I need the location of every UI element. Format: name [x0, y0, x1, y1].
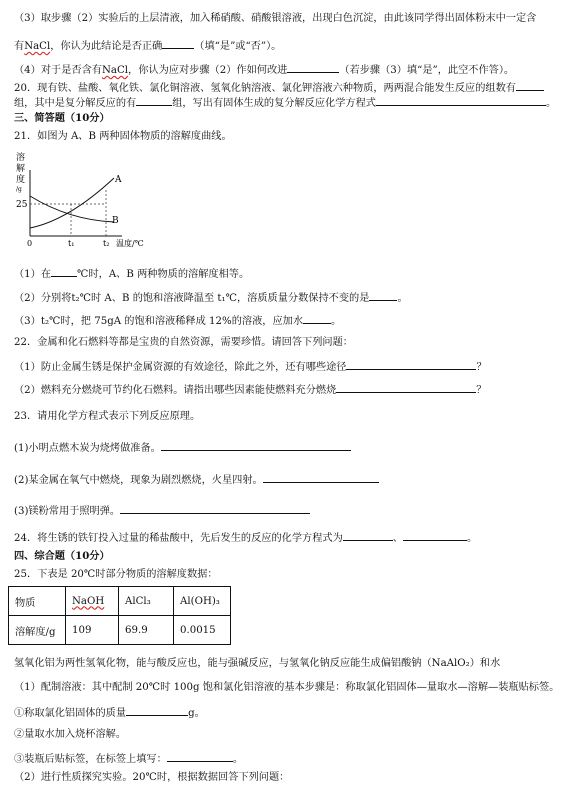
text: （1）在 [14, 269, 52, 280]
text: 组，写出有固体生成的复分解反应化学方程式 [172, 98, 376, 109]
p4-line [14, 728, 126, 741]
label-b: B [112, 216, 119, 226]
answer-blank[interactable] [287, 62, 339, 73]
table-cell: 0.0015 [174, 616, 231, 645]
text: g。 [188, 708, 205, 719]
answer-blank[interactable] [120, 503, 310, 514]
q22-2-line [14, 382, 486, 397]
text: 四、综合题（10分） [14, 550, 110, 562]
answer-blank[interactable] [403, 530, 467, 541]
text: （2）分别将t₂℃时 A、B 的饱和溶液降温至 t₁℃，溶质质量分数保持不变的是 [14, 293, 370, 304]
text: ，你认为此结论是否正确 [50, 41, 163, 52]
text: 25．下表是 20℃时部分物质的溶解度数据： [14, 569, 218, 580]
text: ②量取水加入烧杯溶解。 [14, 729, 127, 740]
x-axis-label: 温度/℃ [116, 239, 144, 248]
text: (2)某金属在氧气中燃烧，现象为剧烈燃烧，火星四射。 [14, 475, 263, 486]
table-row [9, 616, 231, 645]
q20-line [14, 80, 544, 95]
tick-label-t1: t₁ [68, 239, 75, 248]
p1-line [14, 657, 500, 670]
solubility-table [8, 586, 231, 645]
y-axis-label-4: /g [16, 186, 22, 193]
text: ，你认为应对步骤（2）作如何改进 [128, 65, 288, 76]
section-4-title [14, 550, 110, 563]
q25-line [14, 568, 218, 581]
table-row [9, 587, 231, 616]
answer-blank[interactable] [126, 705, 188, 716]
text: (1)小明点燃木炭为烧烤做准备。 [14, 443, 161, 454]
q21-2-line [14, 290, 408, 305]
origin-label: 0 [27, 239, 33, 248]
answer-blank[interactable] [336, 382, 476, 393]
text: 组，其中是复分解反应的有 [14, 98, 137, 109]
text: 有 [14, 41, 25, 52]
text: 22．金属和化石燃料等都是宝贵的自然资源，需要珍惜。请回答下列问题： [14, 337, 353, 348]
solubility-chart [14, 150, 164, 250]
q23-line [14, 410, 200, 423]
answer-blank[interactable] [346, 359, 476, 370]
y-axis-label-1: 溶 [16, 153, 26, 163]
answer-blank[interactable] [343, 530, 393, 541]
text: （2）进行性质探究实验。20℃时，根据数据回答下列问题： [14, 772, 290, 783]
text: 。 [331, 316, 342, 327]
text: NaCl [24, 41, 51, 52]
answer-blank[interactable] [51, 266, 77, 277]
text: ℃时，A、B 两种物质的溶解度相等。 [77, 269, 250, 280]
table-cell: 69.9 [119, 616, 174, 645]
answer-blank[interactable] [167, 751, 233, 762]
q21-3-line [14, 313, 341, 328]
q23-2-line [14, 472, 379, 487]
answer-blank[interactable] [263, 472, 379, 483]
text: (3)镁粉常用于照明弹。 [14, 506, 121, 517]
text: 21．如图为 A、B 两种固体物质的溶解度曲线。 [14, 131, 232, 142]
q19-3-line [14, 12, 536, 25]
section-3-title [14, 112, 110, 125]
p6-line [14, 771, 289, 784]
p3-line [14, 705, 205, 720]
table-cell: 溶解度/g [9, 616, 66, 645]
text: ①称取氯化铝固体的质量 [14, 708, 127, 719]
label-a: A [115, 175, 122, 185]
tick-label-25: 25 [16, 200, 28, 210]
q21-1-line [14, 266, 249, 281]
text: （3）t₂℃时，把 75gA 的饱和溶液稀释成 12%的溶液，应加水 [14, 316, 304, 327]
table-cell: NaOH [66, 587, 119, 616]
y-axis-label-3: 度 [16, 175, 26, 185]
text: 。 [232, 754, 243, 765]
answer-blank[interactable] [161, 440, 351, 451]
p2-line [14, 681, 559, 694]
text: 氢氧化铝为两性氢氧化物，能与酸反应也，能与强碱反应，与氢氧化钠反应能生成偏铝酸钠（NaAlO₂）和水 [14, 658, 501, 669]
table-cell: 物质 [9, 587, 66, 616]
text: 。 [466, 533, 478, 544]
q21-line [14, 130, 232, 143]
text: ③装瓶后贴标签，在标签上填写： [14, 754, 167, 765]
q23-1-line [14, 440, 351, 455]
table-cell: Al(OH)₃ [174, 587, 231, 616]
answer-blank[interactable] [376, 95, 546, 106]
text: 、 [392, 533, 403, 544]
text: （4）对于是否含有 [14, 65, 102, 76]
text: 。 [546, 98, 557, 109]
text: （2）燃料充分燃烧可节约化石燃料。请指出哪些因素能使燃料充分燃烧 [14, 385, 337, 396]
answer-blank[interactable] [369, 290, 397, 301]
q22-1-line [14, 359, 487, 374]
tick-label-t2: t₂ [103, 239, 110, 248]
text: ？ [476, 362, 487, 373]
answer-blank[interactable] [162, 38, 194, 49]
q19-4-line [14, 62, 514, 77]
answer-blank[interactable] [303, 313, 331, 324]
q19-3-line-cont [14, 38, 281, 53]
text: NaCl [101, 65, 129, 76]
q22-line [14, 336, 353, 349]
text: 24．将生锈的铁钉投入过量的稀盐酸中，先后发生的反应的化学方程式为 [14, 533, 343, 544]
text: （填“是”或“否”）。 [194, 41, 282, 52]
q24-line [14, 530, 477, 545]
q20-line-cont [14, 95, 556, 110]
answer-blank[interactable] [136, 95, 172, 106]
text: 23．请用化学方程式表示下列反应原理。 [14, 411, 201, 422]
p5-line [14, 751, 243, 766]
text: （若步骤（3）填“是”，此空不作答）。 [339, 65, 515, 76]
text: 20．现有铁、盐酸、氧化铁、氯化铜溶液、氢氧化钠溶液、氯化钾溶液六种物质，两两混合能发生反应的组数有 [14, 83, 516, 94]
y-axis-label-2: 解 [16, 164, 26, 174]
table-cell: AlCl₃ [119, 587, 174, 616]
text: （1）配制溶液：其中配制 20℃时 100g 饱和氯化铝溶液的基本步骤是：称取氯化铝固体—量取水—溶解—装瓶贴标签。 [14, 682, 560, 693]
text: （3）取步骤（2）实验后的上层清液，加入稀硝酸、硝酸银溶液，出现白色沉淀，由此该同学得出固体粉末中一定含 [14, 13, 537, 24]
q23-3-line [14, 503, 310, 518]
table-cell: 109 [66, 616, 119, 645]
answer-blank[interactable] [516, 80, 544, 91]
text: 。 [397, 293, 408, 304]
text: （1）防止金属生锈是保护金属资源的有效途径，除此之外，还有哪些途径 [14, 362, 347, 373]
text: ？ [476, 385, 487, 396]
text: 三、简答题（10分） [14, 112, 110, 124]
curve-b [30, 196, 114, 222]
